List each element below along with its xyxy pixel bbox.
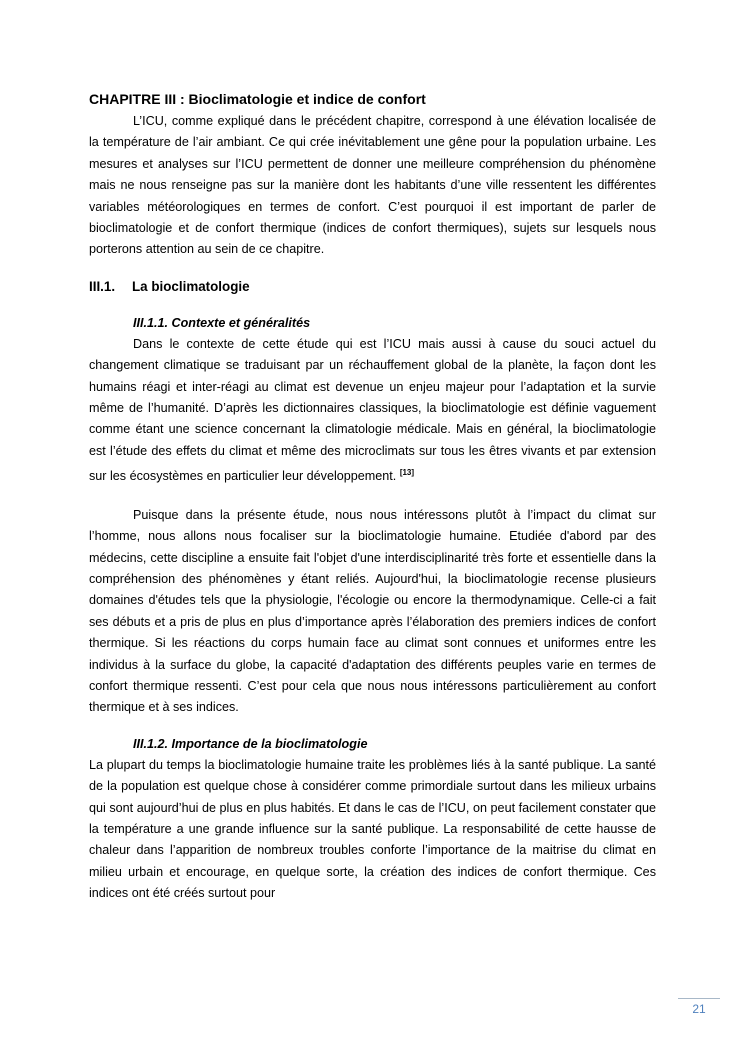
section-heading (89, 276, 656, 298)
section-number: III.1. (89, 278, 116, 294)
page-number: 21 (692, 1002, 706, 1016)
citation-reference: [13] (399, 468, 415, 478)
subsection-1-paragraph-1 (89, 334, 656, 488)
subsection-2-title: III.1.2. Importance de la bioclimatologie (133, 736, 368, 751)
chapter-title: CHAPITRE III : Bioclimatologie et indice de confort (89, 91, 426, 107)
document-page (89, 88, 656, 905)
subsection-1-paragraph-1-text: Dans le contexte de cette étude qui est l’ICU mais aussi à cause du souci actuel du changement climatique se traduisant par un réchauffement global de la planète, la façon dont les humains réagi et inter-réagi au climat est devenue un enjeu majeur pour l’adaptation et la survie même de l’humanité. D’après les dictionnaires classiques, la bioclimatologie est définie vaguement comme étant une science concernant la climatologie médicale. Mais en général, la bioclimatologie est l’étude des effets du climat et même des microclimats sur tous les êtres vivants et par extension sur les écosystèmes en particulier leur développement. (89, 336, 656, 484)
section-title: La bioclimatologie (132, 278, 250, 294)
intro-paragraph: L’ICU, comme expliqué dans le précédent chapitre, correspond à une élévation localisée de la température de l’air ambiant. Ce qui crée inévitablement une gêne pour la population urbaine. Les mesures et analyses sur l’ICU permettent de donner une meilleure compréhension du phénomène mais ne nous renseigne pas sur la manière dont les habitants d’une ville ressentent les différentes variables météorologiques en termes de confort. C’est pourquoi il est important de parler de bioclimatologie et de confort thermique (indices de confort thermiques), sujets sur lesquels nous porterons attention au sein de ce chapitre. (89, 114, 656, 257)
page-footer (678, 998, 720, 1019)
subsection-1-paragraph-2: Puisque dans la présente étude, nous nous intéressons plutôt à l’impact du climat sur l’homme, nous allons nous focaliser sur la bioclimatologie humaine. Etudiée d'abord par des médecins, cette discipline a ensuite fait l'objet d'une interdisciplinarité très forte et essentielle dans la compréhension des phénomènes y étant reliés. Aujourd'hui, la bioclimatologie recense plusieurs domaines d'études tels que la physiologie, l'écologie ou encore la thermodynamique. Celle-ci a fait ses débuts et a pris de plus en plus d’importance après l’élaboration des premiers indices de confort thermique. Si les réactions du corps humain face au climat sont connues et uniformes entre les individus à la surface du globe, la capacité d'adaptation des différents peuples varie en termes de confort thermique ressenti. C’est pour cela que nous nous intéressons particulièrement au confort thermique et à ses indices. (89, 507, 656, 715)
subsection-2-paragraph-1: La plupart du temps la bioclimatologie humaine traite les problèmes liés à la santé publique. La santé de la population est quelque chose à considérer comme primordiale surtout dans les milieux urbains qui sont aujourd’hui de plus en plus habités. Et dans le cas de l’ICU, on peut facilement constater que la température a une grande influence sur la santé publique. La responsabilité de cette hausse de chaleur dans l’apparition de nombreux troubles conforte l’importance de la maitrise du climat en milieu urbain et encourage, en quelque sorte, la création des indices de confort thermique. Ces indices ont été créés surtout pour (89, 757, 656, 901)
subsection-1-title: III.1.1. Contexte et généralités (133, 315, 311, 330)
